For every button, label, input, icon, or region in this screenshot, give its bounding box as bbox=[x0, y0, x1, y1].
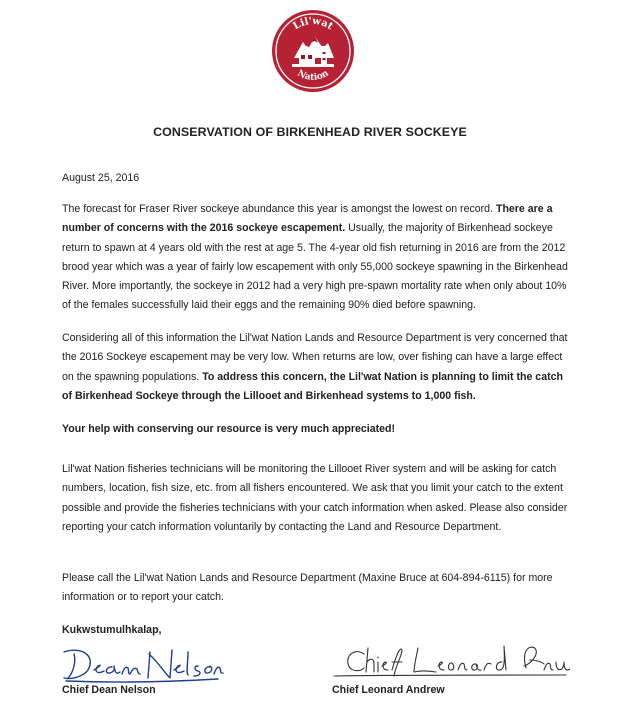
paragraph-forecast-text-1: The forecast for Fraser River sockeye abundance this year is amongst the lowest on record. bbox=[62, 203, 496, 215]
seal-bottom-text: Nation bbox=[295, 68, 331, 83]
signature-leonard-andrew bbox=[330, 642, 570, 682]
paragraph-concern-text: Considering all of this information the Lil'wat Nation Lands and Resource Department is very concerned that the 2016 Sockeye escapement may be very low. When returns are low, over fishing can have a large effect on the spawning populations. bbox=[62, 332, 568, 383]
seal-ground bbox=[292, 64, 334, 67]
signatory-name-dean: Chief Dean Nelson bbox=[62, 684, 156, 696]
signatory-name-leonard: Chief Leonard Andrew bbox=[332, 684, 445, 696]
seal-top-text: Lil'wat bbox=[291, 15, 335, 33]
paragraph-forecast-bold: There are a number of concerns with the 2016 sockeye escapement. bbox=[62, 203, 553, 235]
paragraph-concern bbox=[62, 329, 572, 406]
document-title: CONSERVATION OF BIRKENHEAD RIVER SOCKEYE bbox=[153, 125, 467, 139]
lilwat-nation-seal bbox=[270, 8, 356, 94]
paragraph-appreciation: Your help with conserving our resource is very much appreciated! bbox=[62, 423, 396, 435]
paragraph-forecast-text-2: Usually, the majority of Birkenhead sockeye return to spawn at 4 years old with the rest at age 5. The 4-year old fish returning in 2016 are from the 2012 brood year which was a year of fairly low escapement with only 55,000 sockeye spawning in the Birkenhead River. More importantly, the sockeye in 2012 had a very high pre-spawn mortality rate when only about 10% of the females successfully laid their eggs and the remaining 90% died before spawning. bbox=[62, 222, 568, 312]
letter-date: August 25, 2016 bbox=[62, 172, 140, 184]
letter-closing: Kukwstumulhkalap, bbox=[62, 624, 162, 636]
paragraph-forecast bbox=[62, 200, 572, 316]
paragraph-concern-bold: To address this concern, the Lil'wat Nation is planning to limit the catch of Birkenhead Sockeye through the Lillooet and Birkenhead systems to 1,000 fish. bbox=[62, 370, 563, 402]
paragraph-monitoring: Lil'wat Nation fisheries technicians will be monitoring the Lillooet River system and will be asking for catch numbers, location, fish size, etc. from all fishers encountered. We ask that you limit your catch to the extent possible and provide the fisheries technicians with your catch information when asked. Please also consider reporting your catch information voluntarily by contacting the Land and Resource Department. bbox=[62, 463, 568, 533]
signature-dean-nelson bbox=[58, 642, 228, 686]
paragraph-contact: Please call the Lil'wat Nation Lands and Resource Department (Maxine Bruce at 604-894-6115) for more information or to report your catch. bbox=[62, 572, 553, 604]
